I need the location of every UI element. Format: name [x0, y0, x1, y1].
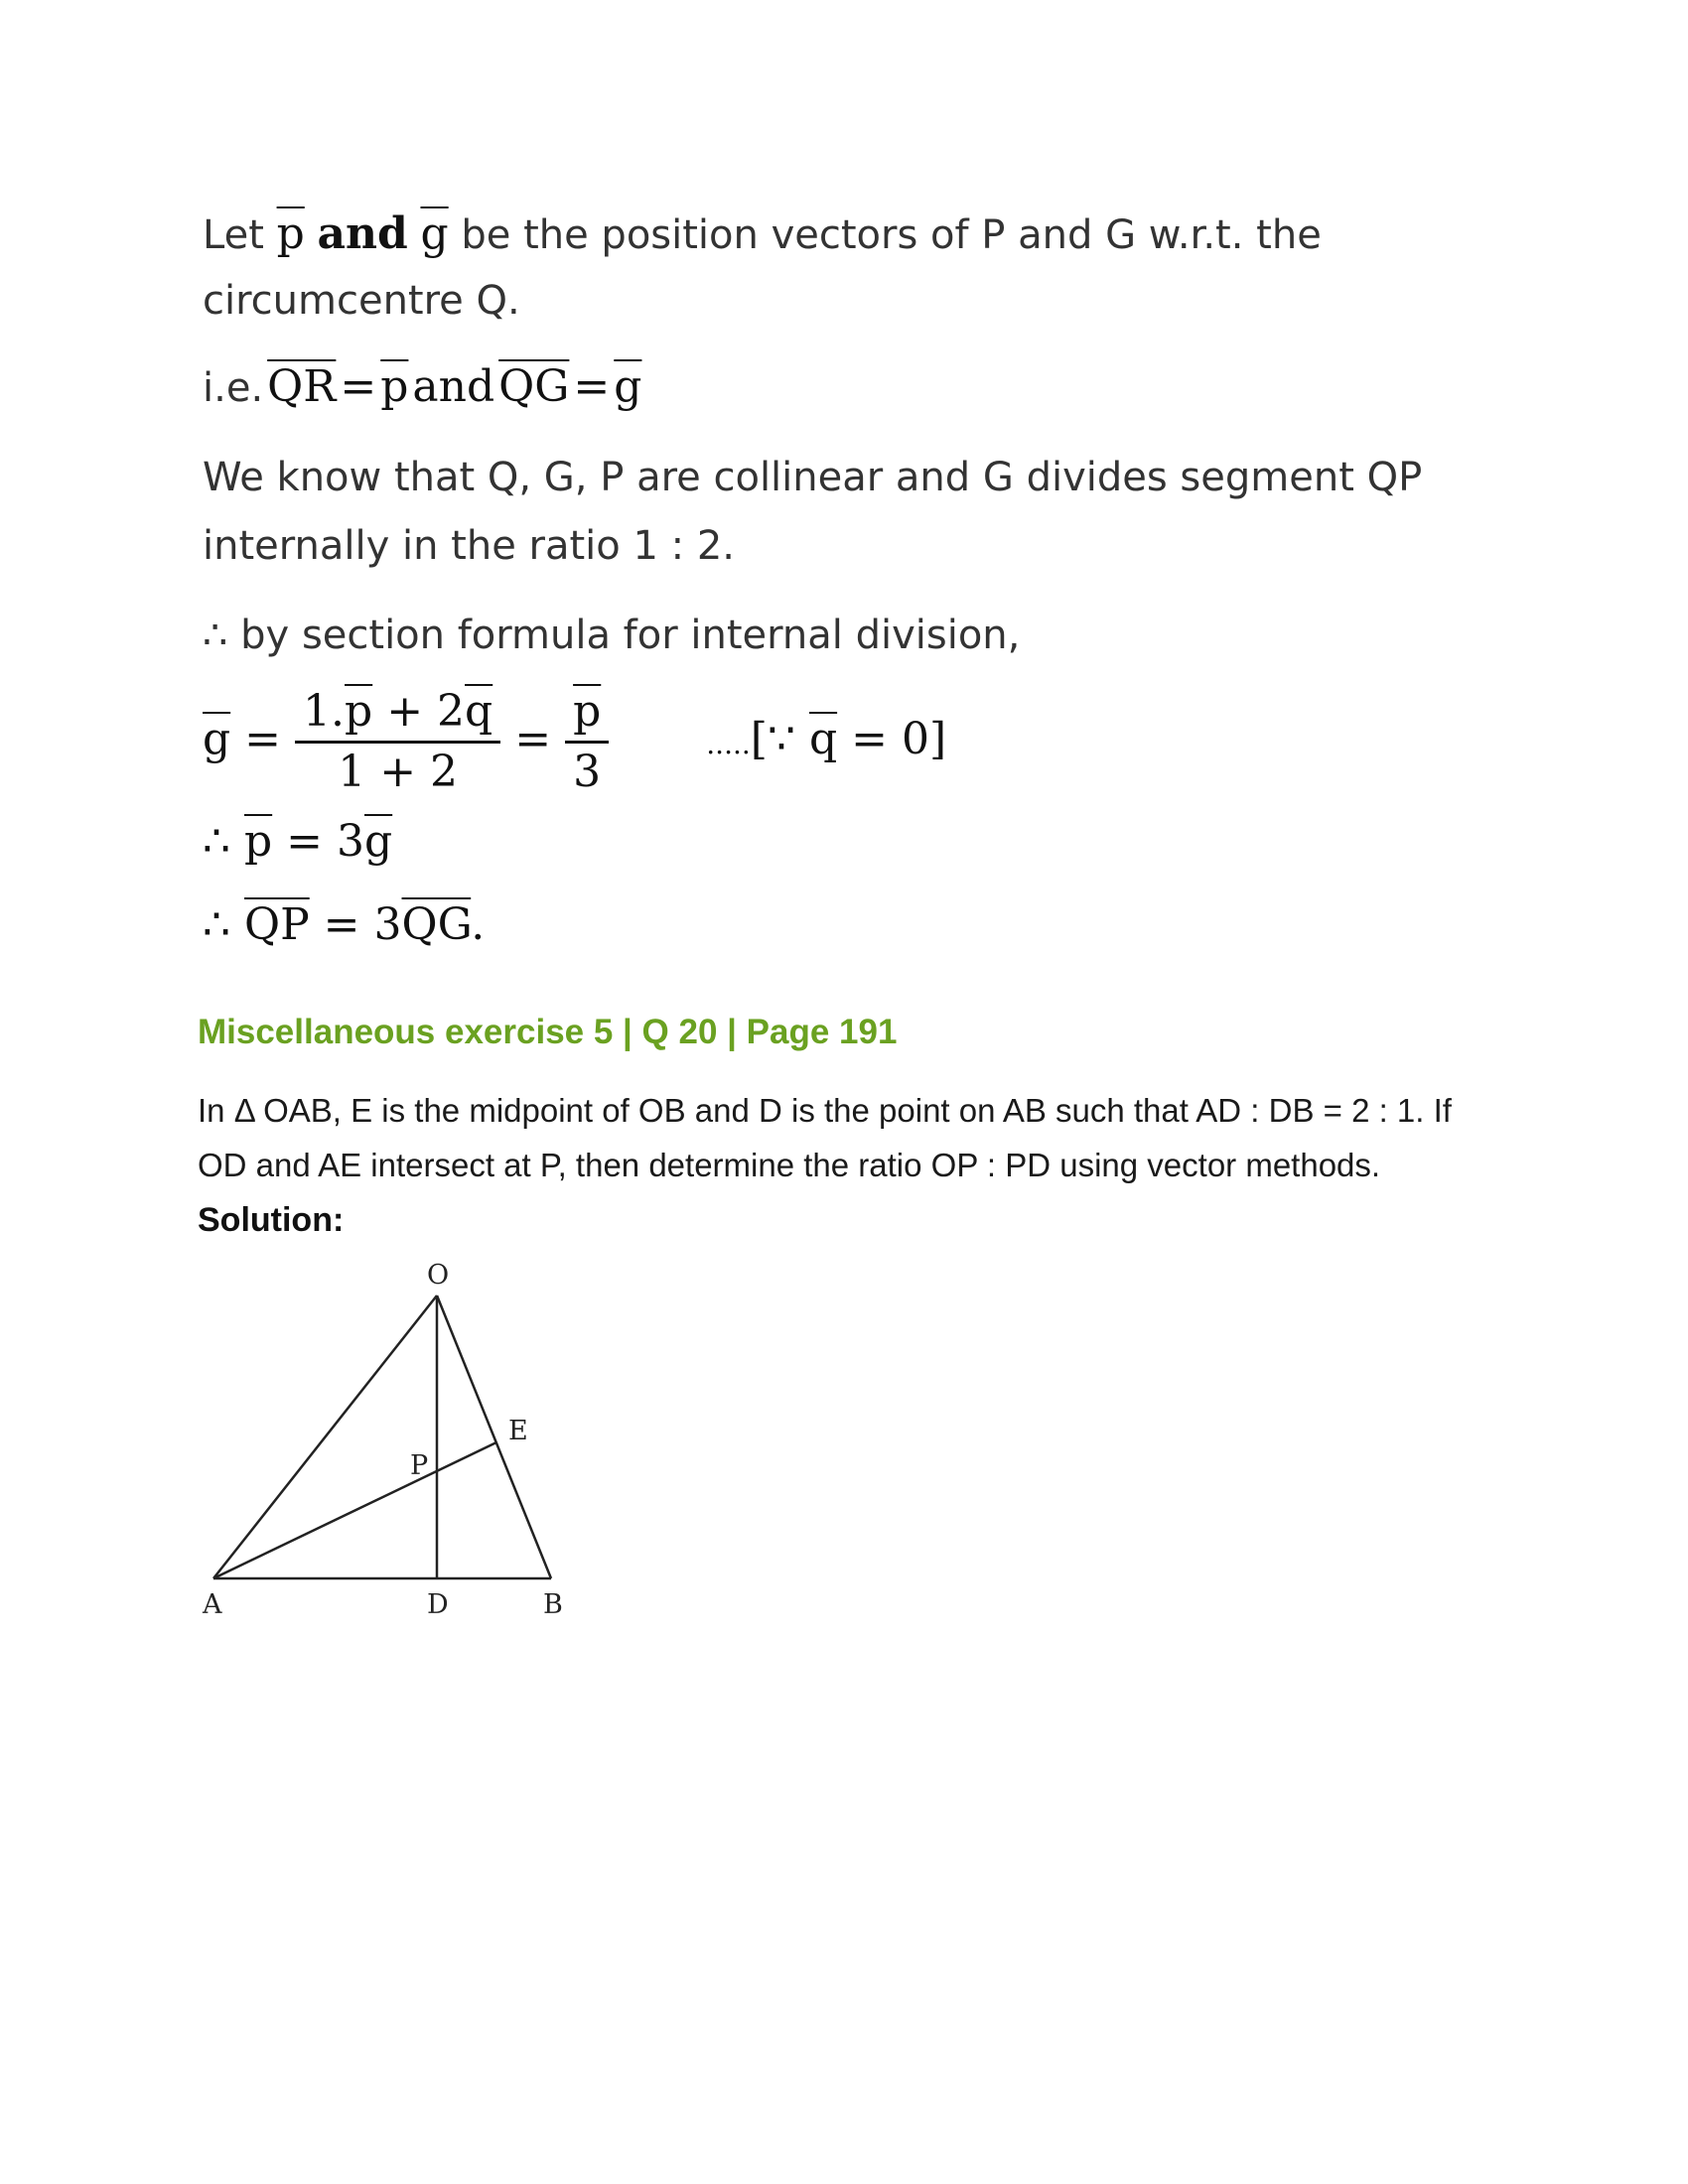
equals-three: = 3 — [272, 816, 365, 867]
fraction-1-numerator — [295, 683, 500, 741]
vector-q: $\overline{q}$ — [465, 686, 493, 737]
vector-p: $\overline{p}$ — [380, 361, 409, 412]
intro-line-2: circumcentre Q. — [203, 278, 520, 324]
formula — [203, 683, 946, 801]
label-a: A — [203, 1589, 222, 1620]
vector-qg: $\overline{QG}$ — [401, 899, 472, 950]
period: . — [471, 899, 486, 950]
text-and: and — [412, 361, 495, 412]
therefore-line-2 — [203, 899, 485, 950]
fraction-1-denominator: 1 + 2 — [338, 747, 459, 797]
num-plus-two: + 2 — [372, 686, 466, 737]
fraction-2-denominator: 3 — [573, 747, 602, 797]
vector-p: $\overline{p}$ — [345, 686, 373, 737]
label-p: P — [410, 1450, 429, 1481]
solution-label: Solution: — [198, 1201, 345, 1239]
section-formula-line: ∴ by section formula for internal division, — [203, 613, 1021, 658]
therefore-symbol: ∴ — [203, 816, 230, 867]
vector-g: $\overline{g}$ — [420, 208, 449, 259]
collinear-line-1: We know that Q, G, P are collinear and G divides segment QP — [203, 455, 1423, 500]
collinear-line-2: internally in the ratio 1 : 2. — [203, 523, 735, 569]
equals-sign: = — [573, 361, 611, 412]
therefore-symbol: ∴ — [203, 899, 230, 950]
triangle-figure — [189, 1246, 586, 1623]
intro-line-1 — [203, 208, 1322, 259]
therefore-line-1 — [203, 816, 392, 867]
text-ie: i.e. — [203, 365, 264, 411]
label-d: D — [427, 1589, 449, 1620]
label-e: E — [508, 1416, 528, 1446]
fraction-2 — [565, 683, 609, 801]
vector-qp: $\overline{QP}$ — [244, 899, 310, 950]
equals-sign: = — [340, 361, 377, 412]
segment-oa — [213, 1296, 437, 1578]
note-equals-zero: = 0] — [837, 714, 947, 764]
vector-g: $\overline{g}$ — [203, 714, 231, 764]
intro-rest: be the position vectors of P and G w.r.t. the — [461, 212, 1322, 258]
vector-g: $\overline{g}$ — [614, 361, 642, 412]
fraction-1 — [295, 683, 500, 801]
text-and: and — [317, 208, 408, 259]
vector-g: $\overline{g}$ — [364, 816, 393, 867]
note-dots: ..... — [706, 728, 751, 760]
vector-qr: $\overline{QR}$ — [267, 361, 337, 412]
segment-ob — [437, 1296, 551, 1578]
vector-q: $\overline{q}$ — [808, 714, 838, 764]
question-line-1: In Δ OAB, E is the midpoint of OB and D is the point on AB such that AD : DB = 2 : 1. If — [198, 1092, 1452, 1129]
vector-p: $\overline{p}$ — [244, 816, 273, 867]
equals-sign: = — [514, 714, 552, 764]
question-line-2: OD and AE intersect at P, then determine the ratio OP : PD using vector methods. — [198, 1147, 1381, 1183]
label-b: B — [543, 1589, 563, 1620]
exercise-heading: Miscellaneous exercise 5 | Q 20 | Page 191 — [198, 1013, 898, 1051]
segment-ae — [213, 1442, 496, 1578]
vector-p: $\overline{p}$ — [573, 686, 602, 737]
equals-sign: = — [244, 714, 282, 764]
num-coefficient: 1. — [303, 686, 346, 737]
ie-line — [203, 361, 641, 412]
vector-qg: $\overline{QG}$ — [498, 361, 570, 412]
vector-p: $\overline{p}$ — [276, 208, 305, 259]
text-let: Let — [203, 212, 264, 258]
label-o: O — [427, 1260, 450, 1291]
note-because: [∵ — [750, 714, 809, 764]
equals-three: = 3 — [309, 899, 402, 950]
